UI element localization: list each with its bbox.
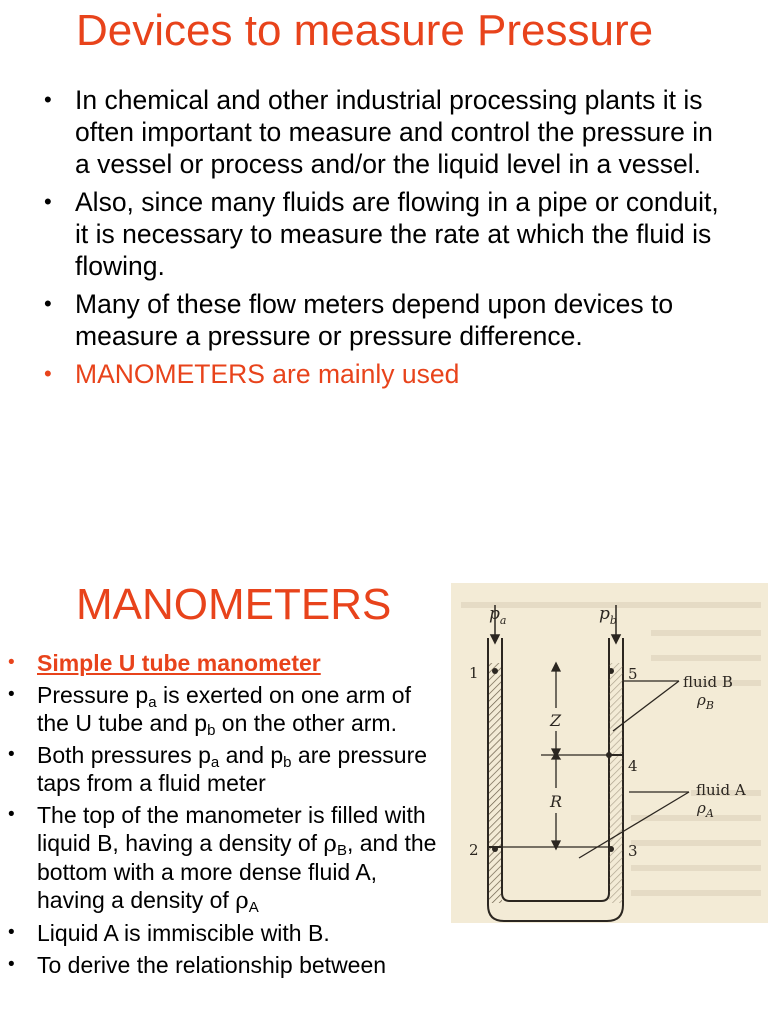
label-z: Z: [550, 711, 562, 730]
bullet-list: [44, 84, 734, 396]
u-tube-manometer-diagram: [451, 583, 768, 923]
point-3-label: 3: [628, 842, 638, 860]
slide-manometers: [0, 512, 768, 1024]
point-4-label: 4: [628, 757, 638, 775]
point-2-marker: [492, 846, 498, 852]
bullet-item: • The top of the manometer is filled with liquid B, having a density of $\rho_B$, and the bottom with a more dense fluid A, having a density of $\rho_A$: [8, 802, 437, 916]
point-1-marker: [492, 668, 498, 674]
bullet-item: • Both pressures $p_a$ and $p_b$ are pressure taps from a fluid meter: [8, 742, 428, 796]
bullet-dot-icon: •: [44, 361, 52, 386]
point-2-label: 2: [469, 841, 479, 859]
bullet-list: [8, 649, 438, 983]
bullet-item: • Many of these flow meters depend upon devices to measure a pressure or pressure difference.: [44, 289, 674, 351]
fluid-b-label: fluid B: [683, 673, 733, 691]
point-5-marker: [608, 668, 614, 674]
bullet-dot-icon: •: [8, 954, 15, 975]
bullet-item: • Simple U tube manometer: [8, 650, 321, 676]
bullet-dot-icon: •: [8, 744, 15, 765]
label-r: R: [550, 792, 563, 811]
bullet-item: • Also, since many fluids are flowing in a pipe or conduit, it is necessary to measure the rate at which the fluid is flowing.: [44, 187, 719, 281]
bullet-item: • To derive the relationship between: [8, 952, 387, 978]
slide-title: Devices to measure Pressure: [76, 6, 654, 55]
bullet-item: • Liquid A is immiscible with B.: [8, 920, 330, 946]
fluid-a-label: fluid A: [696, 781, 746, 799]
bullet-item: • Pressure $p_a$ is exerted on one arm of the U tube and $p_b$ on the other arm.: [8, 682, 411, 739]
point-1-label: 1: [469, 664, 479, 682]
left-arm-hatch: [488, 663, 502, 903]
bullet-dot-icon: •: [44, 291, 52, 316]
slide-title: MANOMETERS: [76, 580, 392, 629]
bullet-item-highlight: • MANOMETERS are mainly used: [44, 359, 460, 389]
bullet-dot-icon: •: [8, 922, 15, 943]
point-5-label: 5: [628, 665, 638, 683]
bullet-dot-icon: •: [8, 652, 15, 673]
rho-b-label: $\rho_B$: [697, 691, 714, 712]
svg-text:pa: $p_a$: [489, 604, 507, 627]
bullet-dot-icon: •: [44, 87, 52, 112]
rho-a-label: $\rho_A$: [697, 799, 714, 820]
bullet-dot-icon: •: [8, 684, 15, 705]
bullet-item: • In chemical and other industrial processing plants it is often important to measure and control the pressure in a vessel or process and/or the liquid level in a vessel.: [44, 85, 713, 179]
bullet-dot-icon: •: [44, 189, 52, 214]
bullet-dot-icon: •: [8, 804, 15, 825]
svg-text:pb: $p_b$: [599, 604, 617, 627]
